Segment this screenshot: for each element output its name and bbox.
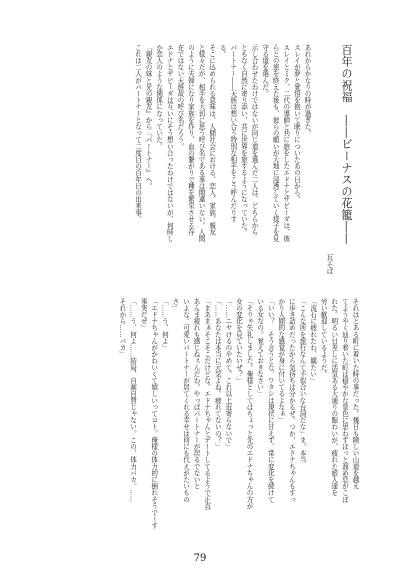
text-line: 事実だぜ」 (139, 298, 148, 331)
text-line: 労い歓迎しているようだ。 (319, 298, 328, 378)
text-line: る。 (218, 44, 227, 58)
text-line: のように夫婦になり家族を作り、血の繋がりで種を繁栄させる存 (186, 44, 195, 236)
text-line: か恋人のような関係になっていた。 (154, 44, 163, 150)
text-line: 「そりゃ失礼しました。俺様としてはちょっと先のエドナちゃんの方が (245, 298, 254, 510)
text-line: 在ではない天族故の呼び名だろう。 (175, 44, 184, 150)
page-number: 79 (193, 553, 207, 564)
text-line: ともなく自然に寄り添い、共に世界を旅するようになっていた。 (239, 44, 248, 236)
text-line: 示し合わせたわけではないが同じ道を選んだ二人は、どちらから (250, 44, 259, 236)
text-line: スレイとミク、二代の導師と共に旅をしたエドナとザビーダは、彼 (281, 44, 290, 242)
text-line: 「……う、何よ」 (160, 298, 169, 351)
text-line: エドナとザビーダは互いにそう想い合ったわけではないが、何時し (165, 44, 174, 242)
story-title: 百年の祝福 ――ビーナスの花籠―― (340, 44, 353, 245)
text-line: 「流石に疲れたわ、観たい」 (308, 298, 317, 384)
text-line: それから……バカ」 (117, 298, 126, 358)
text-line: 「……あなたは本当に元気よね。疲れてないの？」 (213, 298, 222, 450)
text-line: 「まあまぁそこそこだけどな。エドナちゃんとデートしてるようで正直 (202, 298, 211, 510)
text-line: さ」 (170, 298, 179, 312)
text-line: スレイが夢と覚悟を抱いて眠りについたあの日から。 (292, 44, 301, 203)
text-line: 「……ニヤけるのやめて。これ以上近寄らないで」 (223, 298, 232, 450)
text-line: かり人間的な感覚が身に付いてるよなぁ」 (276, 298, 285, 424)
text-line: それはとある町に着いた時の事だった。幾日も険しい山道を越え (351, 298, 359, 490)
story-text-block (38, 298, 360, 534)
text-line: そこに込められる意味は、人間社会における、恋人、家族、親友 (207, 44, 216, 236)
text-line: れた。明るい日差しに活気ある大通りの賑わいが、疲れた旅人達を (329, 298, 338, 496)
text-line: 「エドナちゃんがかわいくて嬉しいってコト。俺様の体力的に倒れそうで〜す (149, 298, 158, 529)
text-line: てようやく辿り着いた町は穏やかな景色に思わずほっと溜め息がこぼ (340, 298, 349, 503)
text-line: 守る道を選んだ。 (260, 44, 269, 97)
text-line: あんま疲れも感じねぇんだわ。やっぱパートナーが居るでないと (192, 298, 201, 490)
text-line: と様々だが、相手を大切に思う呼び名である事は間違いない。人間 (197, 44, 206, 242)
text-line: に歩き詰めだったから気持ちは分かるぜ。つか、エドナちゃんもすっ (287, 298, 296, 503)
text-line: あれからかなりの時が過ぎた。 (303, 44, 311, 137)
text-line: パートナー――天族は想い合う特別な相手をこう呼んだりす (228, 44, 237, 223)
text-line: 「いい？ そう言うとな、ワタシは現状に甘えず、常に変化を続けて (266, 298, 275, 503)
text-line: これは二人がパートナーとなって二度目の百年目の出来事。 (133, 44, 142, 223)
text-line: いる女なの。覚えておきなさい」 (255, 298, 264, 397)
text-line: 『親友の妹と兄の親友』から『パートナー』へ。 (144, 44, 153, 190)
text-line: 女の変化を見ていたいぜ？」 (234, 298, 243, 384)
text-line: いよな。可愛いパートナーが居てくれる幸せは何にも代えがたいもの (181, 298, 190, 503)
text-line: 「こんな所を旅行なんて不似合いな台詞だな」ま、本当 (298, 298, 307, 463)
author-name: 瓦そば (325, 254, 333, 275)
text-line: らとの旅を終えた後も、彼らの願いが大地に浸透していく様子を見 (271, 44, 280, 242)
intro-text-block (58, 44, 312, 278)
text-line: 「……う、何よ……結局、自画自賛じゃない。この、体力バカ。…… (128, 298, 137, 503)
